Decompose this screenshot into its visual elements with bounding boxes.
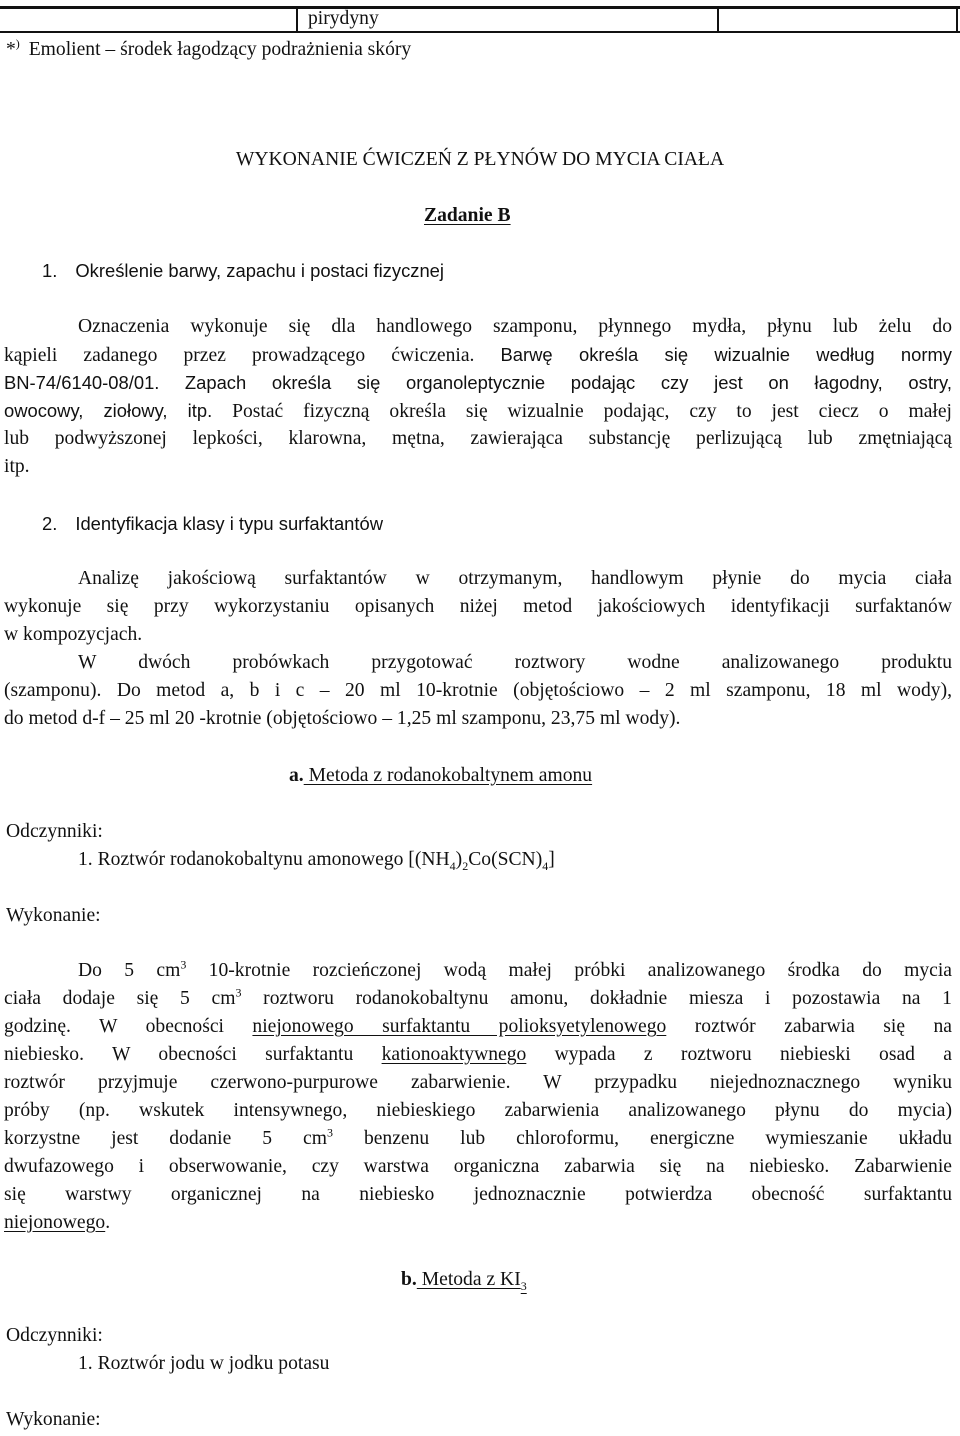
subscript: 3	[520, 1278, 527, 1293]
text-run: roztwór zabarwia się na	[666, 1016, 953, 1037]
paragraph-line	[4, 987, 952, 1011]
page-heading: WYKONANIE ĆWICZEŃ Z PŁYNÓW DO MYCIA CIAŁA	[235, 149, 725, 170]
text-run: wypada z roztworu niebieski osad a	[526, 1044, 952, 1065]
footnote-text: Emolient – środek łagodzący podrażnienia skóry	[28, 39, 412, 60]
reagents-label: Odczynniki:	[6, 821, 103, 842]
paragraph-line	[4, 1043, 952, 1067]
paragraph-line: roztwór przyjmuje czerwono-purpurowe zabarwienie. W przypadku niejednoznacznego wyniku	[4, 1072, 952, 1093]
section-2-heading	[42, 511, 383, 537]
table-cell-text: pirydyny	[308, 8, 379, 29]
text-run: ciała dodaje się 5 cm	[4, 988, 236, 1009]
footnote-mark-sup: )	[15, 36, 20, 51]
table-divider	[956, 6, 958, 33]
text-run: .	[105, 1212, 111, 1233]
text-run: Barwę określa się wizualnie według normy	[500, 344, 952, 365]
paragraph-line: itp.	[4, 456, 30, 477]
paragraph-line: W dwóch probówkach przygotować roztwory wodne analizowanego produktu	[78, 652, 952, 673]
paragraph-line: do metod d-f – 25 ml 20 -krotnie (objętościowo – 1,25 ml szamponu, 23,75 ml wody).	[4, 708, 681, 729]
underlined-term: kationoaktywnego	[381, 1044, 527, 1065]
text-run: owocowy, ziołowy, itp.	[4, 400, 213, 421]
text-run: niebiesko. W obecności surfaktantu	[4, 1044, 382, 1065]
table-divider	[296, 6, 298, 33]
paragraph-line	[4, 399, 952, 424]
execution-label: Wykonanie:	[6, 1409, 101, 1430]
text-run: Co(SCN)	[468, 849, 543, 870]
section-number: 2.	[42, 513, 58, 534]
method-a-heading	[289, 763, 592, 789]
reagent-item: 1. Roztwór jodu w jodku potasu	[78, 1353, 330, 1374]
paragraph-line: Oznaczenia wykonuje się dla handlowego szamponu, płynnego mydła, płynu lub żelu do	[78, 316, 952, 337]
text-run: 10-krotnie rozcieńczonej wodą małej próbki analizowanego środka do mycia	[186, 960, 952, 981]
superscript: 3	[326, 1125, 333, 1140]
section-title: Określenie barwy, zapachu i postaci fizycznej	[75, 260, 444, 281]
method-letter: b.	[401, 1269, 417, 1290]
method-title: Metoda z rodanokobaltynem amonu	[303, 765, 593, 786]
paragraph-line: w kompozycjach.	[4, 624, 143, 645]
subscript: 4	[542, 858, 549, 873]
footnote-mark: *	[6, 39, 16, 60]
paragraph-line	[4, 1211, 952, 1235]
reagent-item	[78, 847, 555, 873]
paragraph-line: wykonuje się przy wykorzystaniu opisanych niżej metod jakościowych identyfikacji surfaktanów	[4, 596, 952, 617]
text-run: godzinę. W obecności	[4, 1016, 253, 1037]
method-letter: a.	[289, 765, 304, 786]
underlined-term: niejonowego	[4, 1212, 106, 1233]
section-1-heading	[42, 258, 444, 284]
table-divider	[717, 6, 719, 33]
text-run: 1. Roztwór rodanokobaltynu amonowego [(NH	[78, 849, 450, 870]
execution-label: Wykonanie:	[6, 905, 101, 926]
paragraph-line	[4, 1127, 952, 1151]
underlined-term: niejonowego surfaktantu polioksyetylenowego	[252, 1016, 667, 1037]
table-top-border	[0, 6, 960, 9]
text-run: roztworu rodanokobaltynu amonu, dokładnie miesza i pozostawia na 1	[241, 988, 952, 1009]
text-run: Postać fizyczną określa się wizualnie podając, czy to jest ciecz o małej	[232, 401, 952, 422]
method-b-heading	[401, 1267, 527, 1293]
reagents-label: Odczynniki:	[6, 1325, 103, 1346]
subscript: 2	[462, 858, 469, 873]
table-bottom-border	[0, 31, 960, 33]
paragraph-line: Analizę jakościową surfaktantów w otrzymanym, handlowym płynie do mycia ciała	[78, 568, 952, 589]
text-run: korzystne jest dodanie 5 cm	[4, 1128, 327, 1149]
paragraph-line	[4, 343, 952, 368]
superscript: 3	[180, 957, 187, 972]
task-title: Zadanie B	[424, 205, 511, 226]
paragraph-line: lub podwyższonej lepkości, klarowna, mętna, zawierająca substancję perlizującą lub zmętniającą	[4, 428, 952, 449]
section-title: Identyfikacja klasy i typu surfaktantów	[75, 513, 384, 534]
paragraph-line	[4, 371, 952, 396]
paragraph-line: dwufazowego i obserwowanie, czy warstwa organiczna zabarwia się na niebiesko. Zabarwienie	[4, 1156, 952, 1177]
text-run: kąpieli zadanego przez prowadzącego ćwiczenia.	[4, 345, 475, 366]
method-title: Metoda z KI	[416, 1269, 521, 1290]
text-run: )	[455, 849, 463, 870]
paragraph-line: próby (np. wskutek intensywnego, niebieskiego zabarwienia analizowanego płynu do mycia)	[4, 1100, 952, 1121]
paragraph-line	[4, 1015, 952, 1039]
text-run: Zapach określa się organoleptycznie podając czy jest on łagodny, ostry,	[184, 372, 952, 393]
paragraph-line: się warstwy organicznej na niebiesko jednoznacznie potwierdza obecność surfaktantu	[4, 1184, 952, 1205]
text-run: benzenu lub chloroformu, energiczne wymieszanie układu	[332, 1128, 952, 1149]
superscript: 3	[235, 985, 242, 1000]
text-run: Do 5 cm	[78, 960, 181, 981]
text-run: BN-74/6140-08/01.	[4, 372, 160, 393]
paragraph-line	[78, 959, 952, 983]
footnote	[6, 37, 411, 63]
text-run: ]	[548, 849, 555, 870]
paragraph-line: (szamponu). Do metod a, b i c – 20 ml 10-krotnie (objętościowo – 2 ml szamponu, 18 ml wody),	[4, 680, 952, 701]
subscript: 4	[449, 858, 456, 873]
section-number: 1.	[42, 260, 58, 281]
